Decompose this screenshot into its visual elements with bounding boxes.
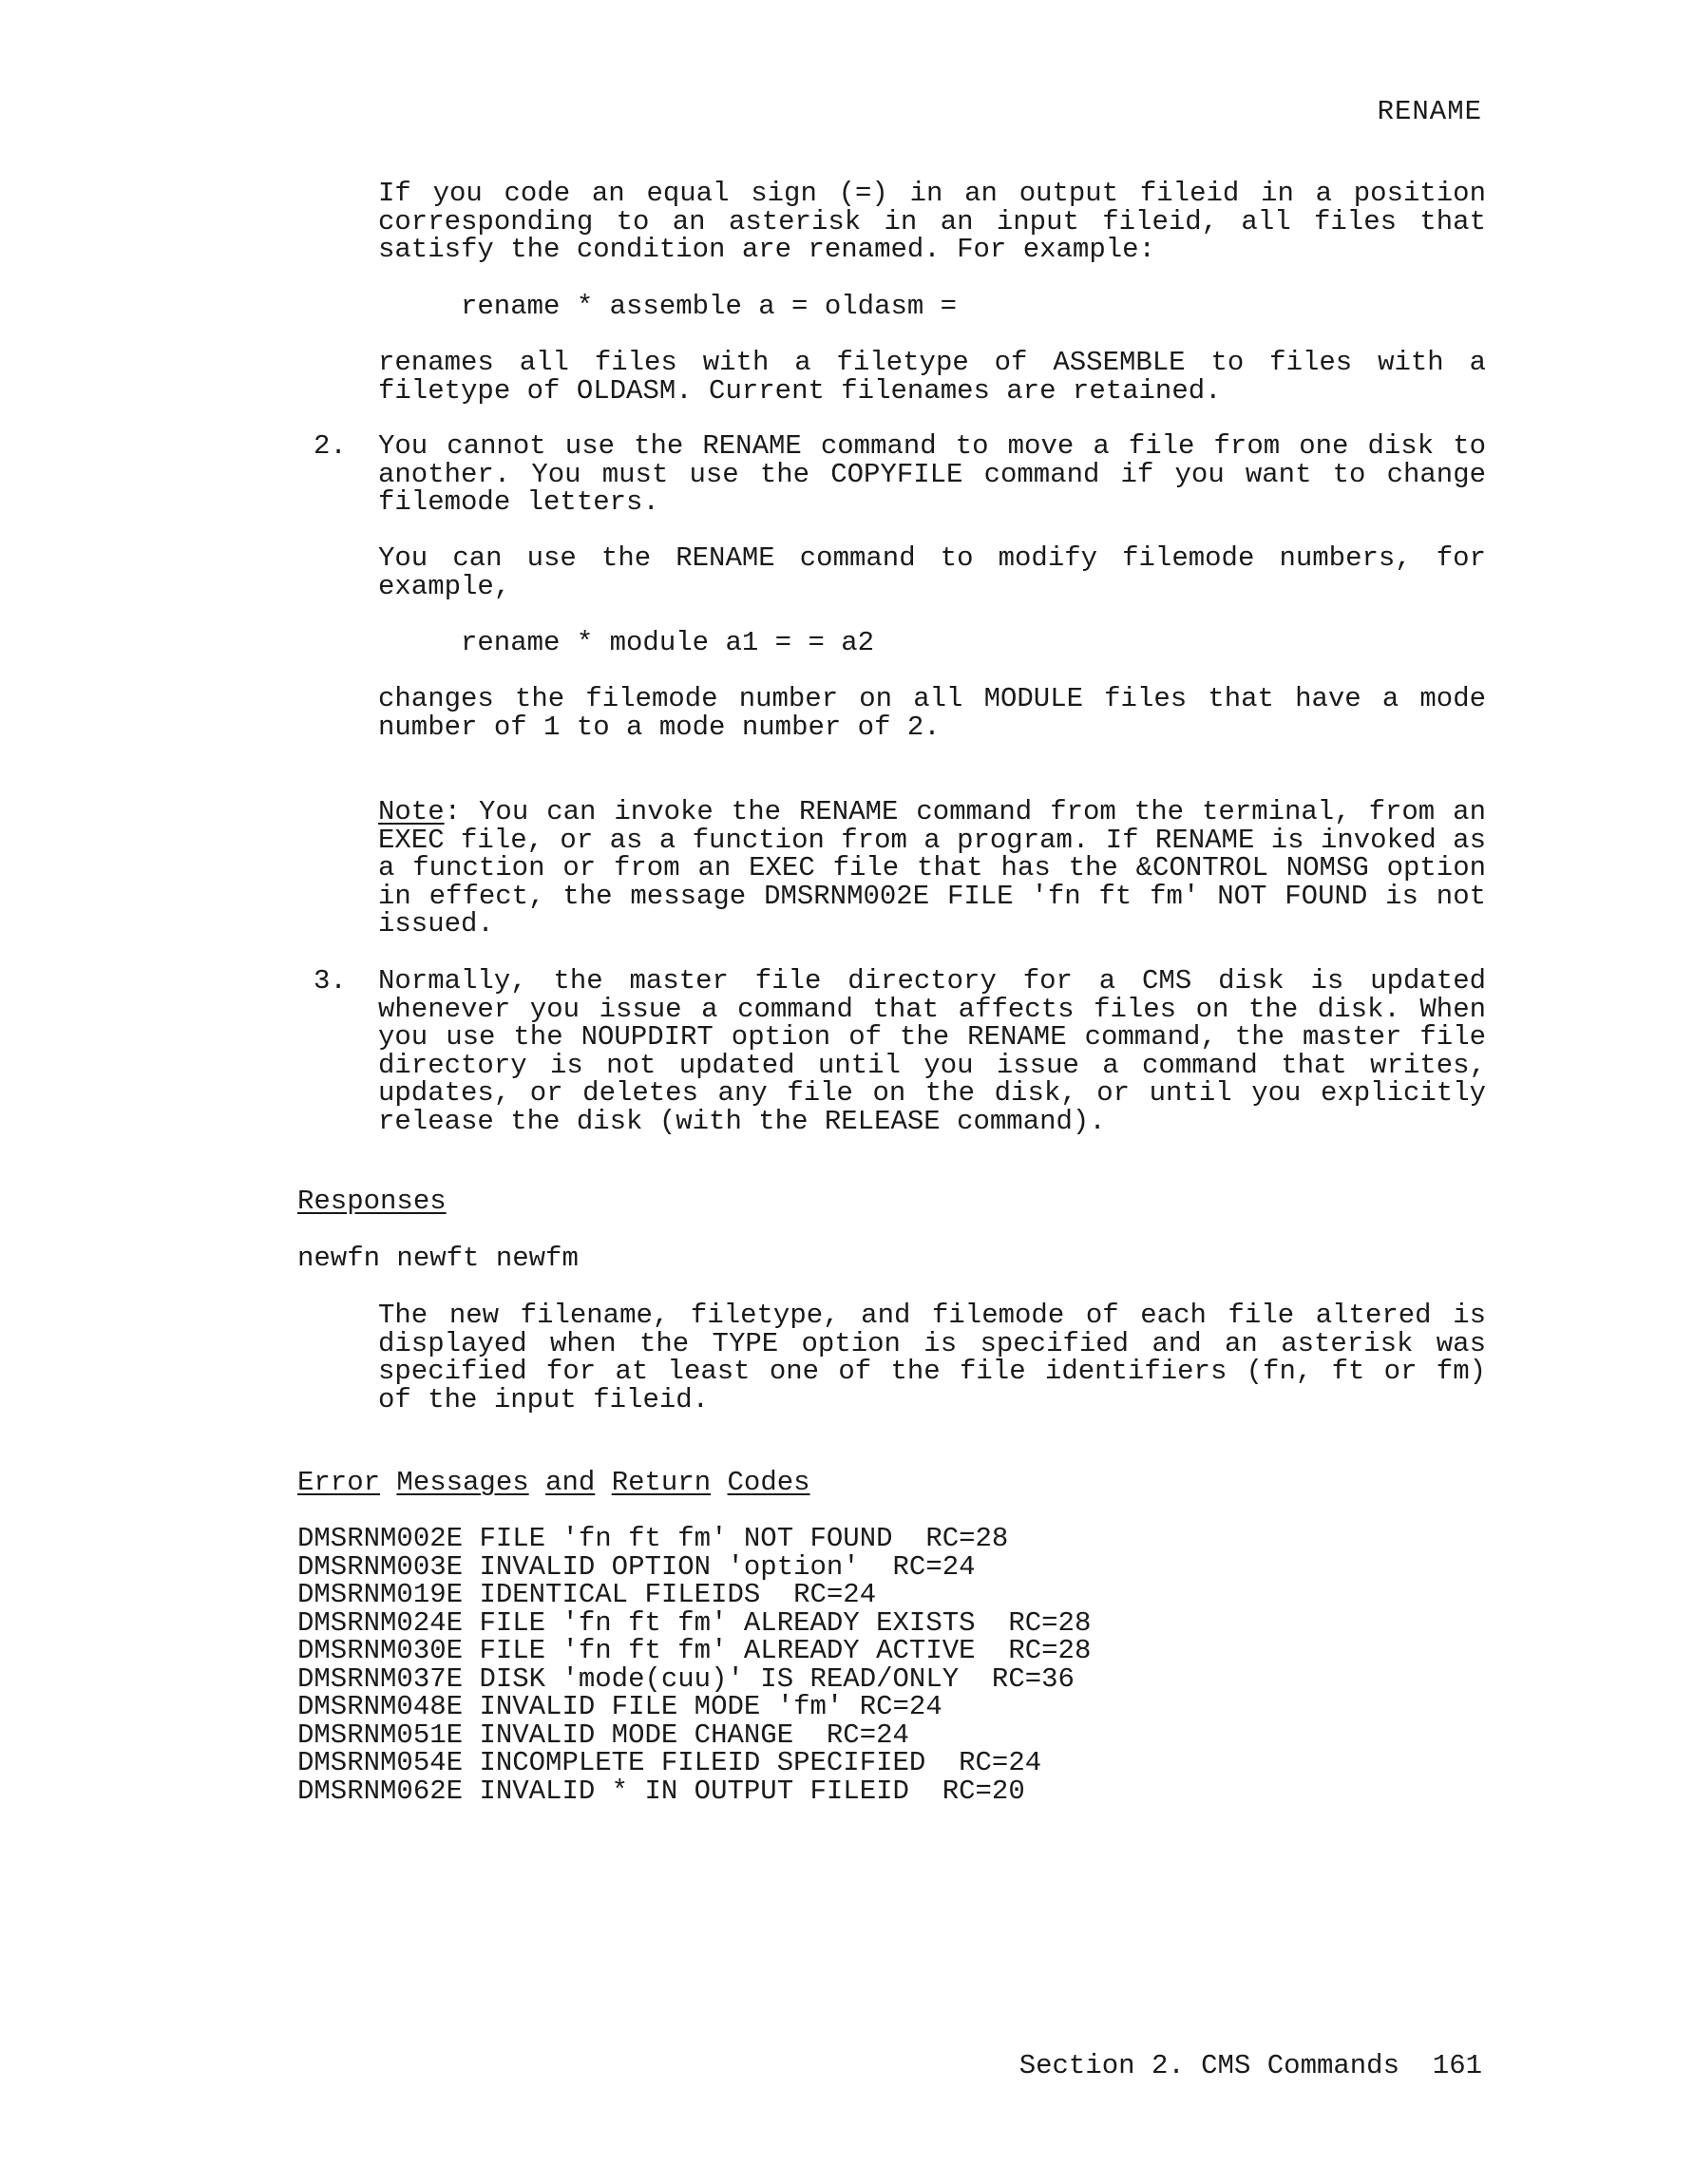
error-row <box>297 1777 1025 1805</box>
error-text: DISK 'mode(cuu)' IS READ/ONLY RC=36 <box>479 1663 1075 1695</box>
error-code: DMSRNM003E <box>297 1551 464 1583</box>
responses-heading: Responses <box>297 1186 447 1217</box>
text-line: issued. <box>378 908 494 940</box>
item-2-paragraph <box>378 432 1486 517</box>
item-2-paragraph-2 <box>378 544 1486 600</box>
error-code: DMSRNM019E <box>297 1579 464 1610</box>
error-row <box>297 1525 1008 1552</box>
responses-paragraph <box>378 1301 1486 1414</box>
error-text: IDENTICAL FILEIDS RC=24 <box>479 1579 877 1610</box>
error-row <box>297 1637 1091 1664</box>
text-line: example, <box>378 570 511 602</box>
text-line: directory is not updated until you issue a command that writes, <box>378 1049 1486 1081</box>
error-text: INVALID OPTION 'option' RC=24 <box>479 1551 976 1583</box>
text-line: satisfy the condition are renamed. For example: <box>378 234 1155 265</box>
text-line: number of 1 to a mode number of 2. <box>378 711 941 743</box>
running-header: RENAME <box>1377 96 1482 127</box>
text-line: of the input fileid. <box>378 1383 710 1415</box>
intro-paragraph <box>378 180 1486 264</box>
heading-word: Messages <box>396 1467 529 1498</box>
text-line: release the disk (with the RELEASE command). <box>378 1105 1106 1137</box>
text-line: renames all files with a filetype of ASSEMBLE to files with a <box>378 347 1486 378</box>
list-number: 2. <box>314 430 347 462</box>
error-row <box>297 1721 909 1749</box>
note-first-line: : You can invoke the RENAME command from the terminal, from an <box>444 796 1486 827</box>
text-line: another. You must use the COPYFILE command if you want to change <box>378 458 1486 490</box>
error-code: DMSRNM024E <box>297 1607 464 1639</box>
error-code: DMSRNM030E <box>297 1635 464 1666</box>
heading-word: Return <box>611 1467 712 1498</box>
error-text: FILE 'fn ft fm' NOT FOUND RC=28 <box>479 1523 1009 1554</box>
error-code: DMSRNM051E <box>297 1719 464 1751</box>
error-text: INVALID FILE MODE 'fm' RC=24 <box>479 1691 942 1722</box>
response-item: newfn newft newfm <box>297 1243 579 1274</box>
error-row <box>297 1581 876 1608</box>
text-line: specified for at least one of the file identifiers (fn, ft or fm) <box>378 1356 1486 1387</box>
error-row <box>297 1665 1075 1693</box>
text-line: You can use the RENAME command to modify filemode numbers, for <box>378 542 1486 574</box>
text-line: in effect, the message DMSRNM002E FILE 'fn ft fm' NOT FOUND is not <box>378 880 1486 912</box>
text-line: displayed when the TYPE option is specified and an asterisk was <box>378 1327 1486 1359</box>
text-line: whenever you issue a command that affects files on the disk. When <box>378 993 1486 1025</box>
text-line: The new filename, filetype, and filemode of each file altered is <box>378 1300 1486 1331</box>
error-row <box>297 1749 1041 1776</box>
heading-word: Codes <box>727 1467 810 1498</box>
error-row <box>297 1553 976 1581</box>
page-footer: Section 2. CMS Commands 161 <box>1018 2050 1482 2081</box>
error-text: FILE 'fn ft fm' ALREADY EXISTS RC=28 <box>479 1607 1092 1639</box>
error-row <box>297 1693 942 1720</box>
text-line: If you code an equal sign (=) in an output fileid in a position <box>378 178 1486 209</box>
note-paragraph <box>378 798 1486 939</box>
error-code: DMSRNM054E <box>297 1747 464 1778</box>
text-line: changes the filemode number on all MODULE files that have a mode <box>378 683 1486 714</box>
heading-word: and <box>545 1467 596 1498</box>
text-line <box>378 798 1486 826</box>
item-2-paragraph-3 <box>378 685 1486 741</box>
text-line: a function or from an EXEC file that has the &CONTROL NOMSG option <box>378 852 1486 883</box>
text-line: corresponding to an asterisk in an input fileid, all files that <box>378 205 1486 237</box>
error-code: DMSRNM062E <box>297 1776 464 1807</box>
text-line: Normally, the master file directory for a CMS disk is updated <box>378 965 1486 997</box>
error-text: INCOMPLETE FILEID SPECIFIED RC=24 <box>479 1747 1042 1778</box>
error-text: INVALID * IN OUTPUT FILEID RC=20 <box>479 1776 1025 1807</box>
error-text: FILE 'fn ft fm' ALREADY ACTIVE RC=28 <box>479 1635 1092 1666</box>
text-line: EXEC file, or as a function from a program. If RENAME is invoked as <box>378 824 1486 856</box>
text-line: You cannot use the RENAME command to move a file from one disk to <box>378 430 1486 462</box>
errors-heading <box>297 1469 810 1496</box>
item-3-paragraph <box>378 967 1486 1135</box>
note-label: Note <box>378 796 445 827</box>
error-row <box>297 1609 1091 1637</box>
text-line: updates, or deletes any file on the disk, or until you explicitly <box>378 1077 1486 1109</box>
error-code: DMSRNM002E <box>297 1523 464 1554</box>
heading-word: Error <box>297 1467 381 1498</box>
list-number: 3. <box>314 965 347 997</box>
error-code: DMSRNM037E <box>297 1663 464 1695</box>
error-text: INVALID MODE CHANGE RC=24 <box>479 1719 909 1751</box>
text-line: you use the NOUPDIRT option of the RENAME command, the master file <box>378 1021 1486 1053</box>
text-line: filemode letters. <box>378 486 659 518</box>
intro-after-paragraph <box>378 349 1486 405</box>
code-example: rename * module a1 = = a2 <box>461 627 875 658</box>
code-example: rename * assemble a = oldasm = <box>461 291 958 322</box>
error-code: DMSRNM048E <box>297 1691 464 1722</box>
text-line: filetype of OLDASM. Current filenames are retained. <box>378 374 1222 407</box>
